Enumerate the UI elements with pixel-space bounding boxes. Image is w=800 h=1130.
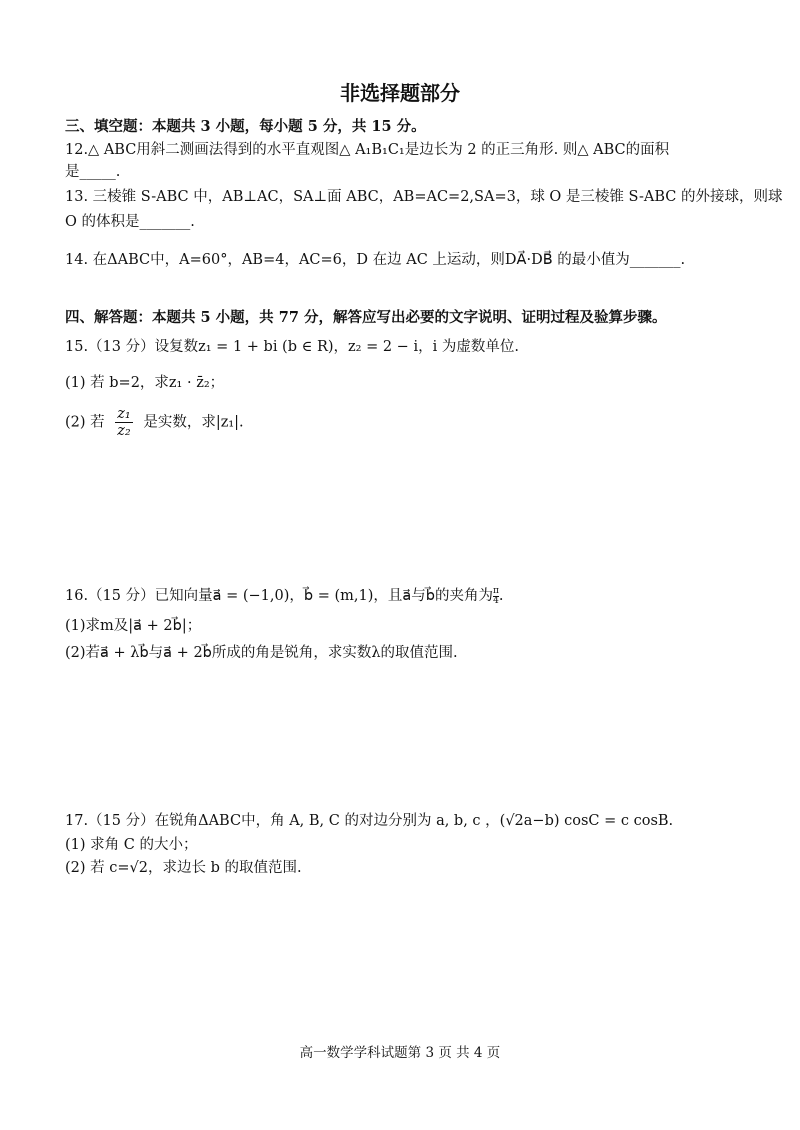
question-13-line-1: 13. 三棱锥 S-ABC 中，AB⊥AC，SA⊥面 ABC，AB=AC=2,SA=3，球 O 是三棱锥 S-ABC 的外接球，则球 (65, 189, 783, 205)
fraction-numerator: π (492, 585, 499, 596)
question-12-line-1: 12.△ ABC用斜二测画法得到的水平直观图△ A₁B₁C₁是边长为 2 的正三角形. 则△ ABC的面积 (65, 142, 670, 158)
stem-end: . (498, 588, 504, 604)
question-14: 14. 在ΔABC中，A=60°，AB=4，AC=6，D 在边 AC 上运动，则DA⃗·DB⃗ 的最小值为_______. (65, 252, 686, 268)
question-16-part-2: (2)若a⃗ + λb⃗与a⃗ + 2b⃗所成的角是锐角，求实数λ的取值范围. (65, 645, 458, 661)
question-12-line-2: 是_____. (65, 164, 121, 180)
question-17-part-1: (1) 求角 C 的大小； (65, 837, 198, 853)
fraction-denominator: z₂ (117, 423, 131, 439)
question-13-line-2: O 的体积是_______. (65, 214, 195, 230)
fraction-numerator: z₁ (117, 406, 131, 422)
page-footer: 高一数学学科试题第 3 页 共 4 页 (299, 1045, 501, 1061)
question-15-part-1: (1) 若 b=2，求z₁ · z̄₂； (65, 375, 225, 391)
question-16-stem (65, 586, 504, 606)
section-4-heading: 四、解答题：本题共 5 小题，共 77 分，解答应写出必要的文字说明、证明过程及验算步骤。 (65, 309, 667, 326)
section-3-heading: 三、填空题：本题共 3 小题，每小题 5 分，共 15 分。 (65, 118, 426, 135)
page-title: 非选择题部分 (340, 81, 460, 105)
question-15-stem: 15.（13 分）设复数z₁ = 1 + bi (b ∈ R)，z₂ = 2 − i，i 为虚数单位. (65, 339, 519, 355)
stem-text: 16.（15 分）已知向量a⃗ = (−1,0)，b⃗ = (m,1)，且a⃗与b⃗的夹角为 (65, 588, 493, 604)
fraction-denominator: 4 (493, 595, 499, 606)
question-15-part-2 (65, 406, 244, 439)
question-17-part-2: (2) 若 c=√2，求边长 b 的取值范围. (65, 860, 302, 876)
part-2-prefix: (2) 若 (65, 414, 105, 431)
question-17-stem: 17.（15 分）在锐角ΔABC中，角 A, B, C 的对边分别为 a, b, c ，(√2a−b) cosC = c cosB. (65, 813, 674, 829)
question-16-part-1: (1)求m及|a⃗ + 2b⃗|； (65, 618, 202, 634)
fraction-z1-over-z2 (115, 406, 132, 439)
part-2-suffix: 是实数，求|z₁|. (143, 414, 244, 431)
